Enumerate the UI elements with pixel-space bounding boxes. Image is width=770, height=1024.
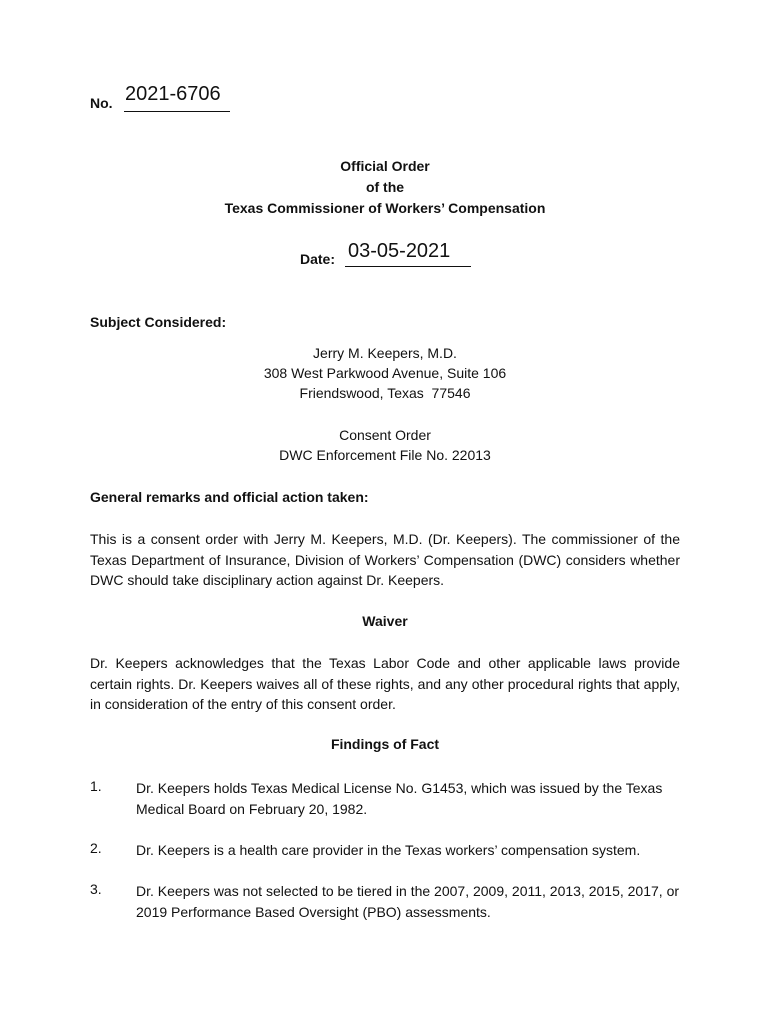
date-label: Date:: [300, 251, 336, 267]
date-value: 03-05-2021: [348, 240, 451, 262]
waiver-text: Dr. Keepers acknowledges that the Texas Labor Code and other applicable laws provide certain rights. Dr. Keepers waives all of these rights, and any other procedural rights that apply, in consideration of the entry of this consent order.: [90, 655, 680, 712]
title-line-1: Official Order: [340, 158, 430, 174]
order-number-underline: [124, 111, 230, 112]
subject-heading: Subject Considered:: [90, 314, 227, 330]
order-number-value: 2021-6706: [125, 83, 221, 105]
subject-address-1: 308 West Parkwood Avenue, Suite 106: [263, 365, 507, 381]
order-type: Consent Order: [339, 427, 431, 443]
order-number-label: No.: [90, 95, 113, 111]
finding-text: Dr. Keepers is a health care provider in the Texas workers’ compensation system.: [136, 842, 641, 858]
subject-address-2: Friendswood, Texas 77546: [299, 385, 471, 401]
title-line-2: of the: [365, 179, 405, 195]
finding-text: Dr. Keepers was not selected to be tiered in the 2007, 2009, 2011, 2013, 2015, 2017, or 2019 Performance Based Oversight (PBO) assessments.: [136, 883, 680, 920]
general-remarks-heading: General remarks and official action taken:: [90, 489, 369, 505]
finding-number: 1.: [90, 778, 102, 794]
title-line-3: Texas Commissioner of Workers’ Compensation: [224, 200, 546, 216]
findings-heading: Findings of Fact: [330, 736, 440, 752]
finding-text: Dr. Keepers holds Texas Medical License No. G1453, which was issued by the Texas Medical Board on February 20, 1982.: [136, 780, 663, 817]
general-remarks-text: This is a consent order with Jerry M. Keepers, M.D. (Dr. Keepers). The commissioner of the Texas Department of Insurance, Division of Workers’ Compensation (DWC) considers whether DWC should take disciplinary action against Dr. Keepers.: [90, 531, 680, 588]
subject-name: Jerry M. Keepers, M.D.: [313, 345, 457, 361]
finding-number: 2.: [90, 840, 102, 856]
date-underline: [345, 266, 471, 267]
enforcement-file-number: DWC Enforcement File No. 22013: [279, 447, 491, 463]
finding-number: 3.: [90, 881, 102, 897]
waiver-heading: Waiver: [362, 613, 408, 629]
